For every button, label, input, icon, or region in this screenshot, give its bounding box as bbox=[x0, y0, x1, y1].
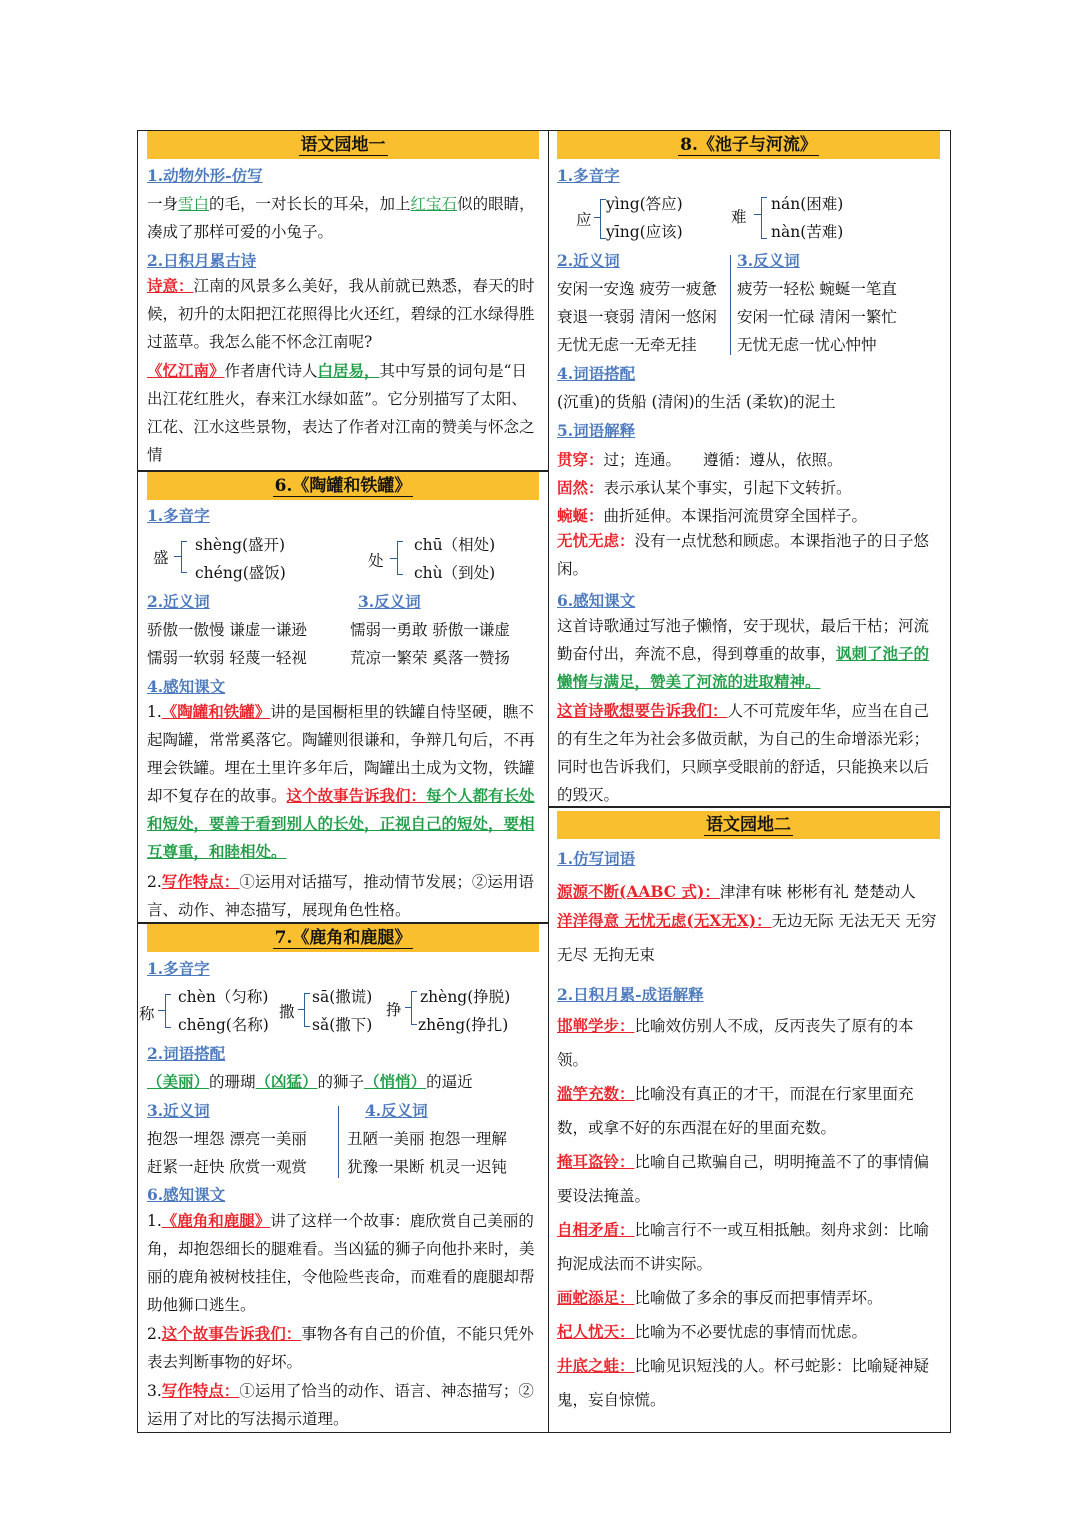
idiom-item: 邯郸学步：比喻效仿别人不成，反丙丧失了原有的本领。 bbox=[557, 1016, 914, 1069]
heading-collocation: 4.词语搭配 bbox=[557, 364, 636, 383]
brace bbox=[304, 993, 310, 1027]
reading-2: chù（到处) bbox=[414, 564, 496, 582]
section-title-chizi: 8.《池子与河流》 bbox=[557, 131, 940, 159]
reading-2: chēng(名称) bbox=[178, 1016, 269, 1034]
synonym-line: 抱怨一埋怨 漂亮一美丽 bbox=[147, 1130, 307, 1148]
brace-tick bbox=[158, 1010, 165, 1011]
reading-1: chèn（匀称) bbox=[178, 988, 269, 1006]
heading-ganzhi: 6.感知课文 bbox=[147, 1185, 226, 1204]
section-title-lujiao: 7.《鹿角和鹿腿》 bbox=[147, 924, 539, 952]
brace-tick bbox=[390, 558, 397, 559]
poly-char-ying: 应 bbox=[576, 211, 592, 229]
antonym-line: 安闲一忙碌 清闲一繁忙 bbox=[737, 308, 897, 326]
brace bbox=[761, 197, 767, 239]
poly-char-chu: 处 bbox=[368, 552, 384, 570]
brace bbox=[181, 541, 187, 573]
heading-duoyinzi: 1.多音字 bbox=[147, 959, 210, 978]
reading-1: yìng(答应) bbox=[606, 195, 683, 213]
antonym-line: 犹豫一果断 机灵一迟钝 bbox=[347, 1158, 507, 1176]
fangxie-line-1: 一身雪白的毛，一对长长的耳朵，加上红宝石似的眼睛， bbox=[147, 195, 535, 213]
heading-duoyinzi: 1.多音字 bbox=[557, 166, 620, 185]
synonym-line: 懦弱一软弱 轻蔑一轻视 bbox=[147, 649, 307, 667]
poly-char-zheng: 挣 bbox=[386, 1001, 402, 1019]
chizi-summary: 这首诗歌通过写池子懒惰，安于现状，最后干枯；河流勤奋付出，奔流不息，得到尊重的故事，讽刺了池子的懒惰与满足，赞美了河流的进取精神。 bbox=[557, 617, 930, 691]
poly-char-sheng: 盛 bbox=[153, 549, 169, 567]
poly-char-nan: 难 bbox=[731, 208, 747, 226]
synonym-line: 安闲一安逸 疲劳一疲惫 bbox=[557, 280, 717, 298]
idiom-item: 画蛇添足：比喻做了多余的事反而把事情弄坏。 bbox=[557, 1288, 883, 1307]
poly-char-cheng: 称 bbox=[139, 1005, 155, 1023]
brace bbox=[397, 541, 403, 575]
collocation-line: （美丽）的珊瑚（凶猛）的狮子（悄悄）的逼近 bbox=[147, 1072, 473, 1091]
taoguan-summary: 1.《陶罐和铁罐》讲的是国橱柜里的铁罐自恃坚硬，瞧不起陶罐，常常奚落它。陶罐则很谦和，争辩几句后，不再理会铁罐。埋在土里许多年后，陶罐出土成为文物，铁罐却不复存在的故事。这个故事告诉我们：每个人都有长处和短处，要善于看到别人的长处，正视自己的短处，要相互尊重，和睦相处。 bbox=[147, 702, 535, 861]
heading-fangxie: 1.动物外形-仿写 bbox=[147, 166, 263, 185]
reading-1: nán(困难) bbox=[771, 195, 844, 213]
pattern-wuxwux: 洋洋得意 无忧无虑(无X无X)：无边无际 无法无天 无穷无尽 无拘无束 bbox=[557, 911, 937, 964]
brace bbox=[165, 994, 171, 1028]
section-title-ywyd2: 语文园地二 bbox=[557, 811, 940, 839]
lujiao-summary: 1.《鹿角和鹿腿》讲了这样一个故事：鹿欣赏自己美丽的角，却抱怨细长的腿难看。当凶猛的狮子向他扑来时，美丽的鹿角被树枝挂住，令他险些丧命，而难看的鹿腿却帮助他狮口逃生。 bbox=[147, 1211, 535, 1314]
column-divider bbox=[548, 130, 549, 1433]
heading-antonyms: 4.反义词 bbox=[365, 1101, 428, 1120]
reading-2: zhēng(挣扎) bbox=[418, 1016, 509, 1034]
heading-rjyl-poem: 2.日积月累古诗 bbox=[147, 251, 257, 270]
explanation-wanyan: 蜿蜒：曲折延伸。本课指河流贯穿全国样子。 bbox=[557, 506, 868, 525]
heading-idioms: 2.日积月累-成语解释 bbox=[557, 985, 704, 1004]
antonym-line: 懦弱一勇敢 骄傲一谦虚 bbox=[350, 621, 510, 639]
reading-2: sǎ(撒下) bbox=[312, 1016, 373, 1034]
heading-synonyms: 2.近义词 bbox=[147, 592, 210, 611]
heading-synonyms: 3.近义词 bbox=[147, 1101, 210, 1120]
idiom-item: 掩耳盗铃：比喻自己欺骗自己，明明掩盖不了的事情偏要设法掩盖。 bbox=[557, 1152, 930, 1205]
idiom-item: 自相矛盾：比喻言行不一或互相抵触。刻舟求剑：比喻拘泥成法而不讲实际。 bbox=[557, 1220, 930, 1273]
heading-ganzhi: 4.感知课文 bbox=[147, 677, 226, 696]
explanation-guran: 固然：表示承认某个事实，引起下文转折。 bbox=[557, 478, 852, 497]
heading-duoyinzi: 1.多音字 bbox=[147, 506, 210, 525]
reading-1: shèng(盛开) bbox=[195, 536, 286, 554]
heading-antonyms: 3.反义词 bbox=[737, 251, 800, 270]
antonym-line: 无忧无虑一忧心忡忡 bbox=[737, 336, 877, 354]
antonym-line: 丑陋一美丽 抱怨一理解 bbox=[347, 1130, 507, 1148]
reading-2: yīng(应该) bbox=[606, 223, 683, 241]
column-bar bbox=[338, 1106, 339, 1178]
reading-1: zhèng(挣脱) bbox=[420, 988, 511, 1006]
lujiao-moral: 2.这个故事告诉我们：事物各有自己的价值，不能只凭外表去判断事物的好坏。 bbox=[147, 1324, 534, 1371]
taoguan-writing: 2.写作特点：①运用对话描写，推动情节发展；②运用语言、动作、神态描写，展现角色性格。 bbox=[147, 872, 534, 919]
column-bar bbox=[730, 255, 731, 355]
section-title-ywyd1: 语文园地一 bbox=[147, 131, 539, 159]
poly-char-sa: 撒 bbox=[279, 1003, 295, 1021]
reading-1: chū（相处) bbox=[414, 536, 496, 554]
chizi-moral: 这首诗歌想要告诉我们：人不可荒废年华，应当在自己的有生之年为社会多做贡献，为自己的生命增添光彩；同时也告诉我们，只顾享受眼前的舒适，只能换来以后的毁灭。 bbox=[557, 701, 930, 804]
reading-2: nàn(苦难) bbox=[771, 223, 844, 241]
idiom-item: 井底之蛙：比喻见识短浅的人。杯弓蛇影：比喻疑神疑鬼，妄自惊慌。 bbox=[557, 1356, 930, 1409]
explanation-guanchuan: 贯穿：过；连通。 bbox=[557, 450, 682, 469]
synonym-line: 无忧无虑一无牵无挂 bbox=[557, 336, 697, 354]
antonym-line: 疲劳一轻松 蜿蜒一笔直 bbox=[737, 280, 897, 298]
reading-2: chéng(盛饭) bbox=[195, 564, 286, 582]
heading-collocation: 2.词语搭配 bbox=[147, 1044, 226, 1063]
explanation-wuyouwulv: 无忧无虑：没有一点忧愁和顾虑。本课指池子的日子悠闲。 bbox=[557, 531, 930, 578]
section-title-taoguan: 6.《陶罐和铁罐》 bbox=[147, 472, 539, 500]
synonym-line: 衰退一衰弱 清闲一悠闲 bbox=[557, 308, 717, 326]
poem-meaning: 诗意：江南的风景多么美好，我从前就已熟悉，春天的时候，初升的太阳把江花照得比火还红，碧绿的江水绿得胜过蓝草。我怎么能不怀念江南呢? bbox=[147, 276, 535, 351]
lujiao-writing: 3.写作特点：①运用了恰当的动作、语言、神态描写；②运用了对比的写法揭示道理。 bbox=[147, 1381, 534, 1428]
brace bbox=[411, 991, 417, 1025]
heading-synonyms: 2.近义词 bbox=[557, 251, 620, 270]
fangxie-line-2: 凑成了那样可爱的小兔子。 bbox=[147, 223, 334, 241]
explanation-zunxun: 遵循：遵从，依照。 bbox=[703, 451, 843, 469]
antonym-line: 荒凉一繁荣 奚落一赞扬 bbox=[350, 649, 510, 667]
idiom-item: 杞人忧天：比喻为不必要忧虑的事情而忧虑。 bbox=[557, 1322, 868, 1341]
heading-antonyms: 3.反义词 bbox=[358, 592, 421, 611]
heading-ganzhi: 6.感知课文 bbox=[557, 591, 636, 610]
brace-tick bbox=[754, 214, 761, 215]
synonym-line: 赶紧一赶快 欣赏一观赏 bbox=[147, 1158, 307, 1176]
reading-1: sā(撒谎) bbox=[312, 988, 373, 1006]
pattern-aabc: 源源不断(AABC 式)：津津有味 彬彬有礼 楚楚动人 bbox=[557, 882, 916, 901]
brace-tick bbox=[174, 556, 181, 557]
collocation-line: (沉重)的货船 (清闲)的生活 (柔软)的泥土 bbox=[557, 393, 836, 411]
poem-yijiangnan: 《忆江南》作者唐代诗人白居易，其中写景的词句是“日出江花红胜火，春来江水绿如蓝”。它分别描写了太阳、江花、江水这些景物，表达了作者对江南的赞美与怀念之情 bbox=[147, 361, 535, 464]
heading-explanation: 5.词语解释 bbox=[557, 421, 636, 440]
synonym-line: 骄傲一傲慢 谦虚一谦逊 bbox=[147, 621, 307, 639]
heading-fangxie-ciyu: 1.仿写词语 bbox=[557, 849, 636, 868]
idiom-item: 滥竽充数：比喻没有真正的才干，而混在行家里面充数，或拿不好的东西混在好的里面充数。 bbox=[557, 1084, 914, 1137]
